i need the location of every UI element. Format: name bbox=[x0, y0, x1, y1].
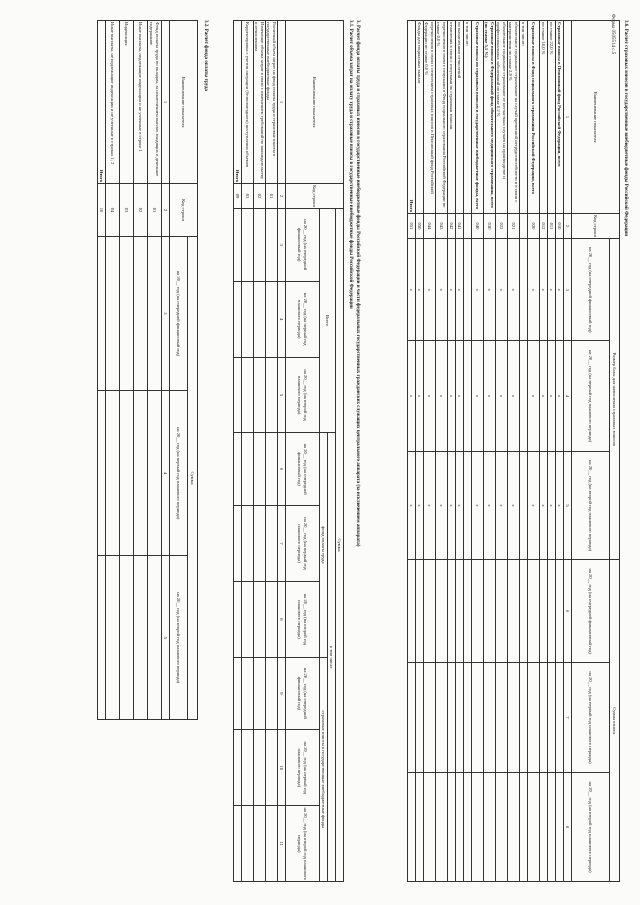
value-cell[interactable]: x bbox=[424, 239, 436, 341]
value-cell[interactable] bbox=[520, 451, 528, 560]
table-row bbox=[528, 21, 540, 882]
value-cell[interactable]: x bbox=[556, 451, 564, 560]
col-number: 6 bbox=[278, 433, 286, 506]
table-row bbox=[266, 21, 278, 882]
row-code: 01 bbox=[266, 184, 278, 209]
col-number: 6 bbox=[564, 560, 572, 662]
table-row bbox=[436, 21, 448, 882]
period-header: на 20__ год (на второй год планового периода) bbox=[170, 556, 188, 720]
row-label: Изменение объема затрат в связи с изменением требований по законодательству и отчислениям bbox=[254, 21, 266, 184]
value-cell[interactable]: x bbox=[424, 341, 436, 451]
value-cell[interactable]: x bbox=[424, 451, 436, 560]
value-cell[interactable]: x bbox=[528, 239, 540, 341]
value-cell[interactable]: x bbox=[416, 341, 424, 451]
period-header: на 20__ год (на первый год планового периода) bbox=[572, 341, 610, 451]
value-cell[interactable] bbox=[456, 773, 464, 882]
row-code: 022 bbox=[496, 214, 508, 239]
row-label: по ставке 22,0 % bbox=[548, 21, 556, 214]
period-header: на 20__ год (на первый год планового периода) bbox=[286, 281, 320, 357]
period-header: на 20__ год (на второй год планового периода) bbox=[286, 806, 320, 882]
value-cell[interactable] bbox=[464, 560, 472, 662]
value-cell[interactable] bbox=[242, 806, 254, 882]
value-cell[interactable] bbox=[548, 560, 556, 662]
table-row bbox=[416, 21, 424, 882]
row-code bbox=[520, 214, 528, 239]
value-cell[interactable] bbox=[254, 209, 266, 282]
value-cell[interactable] bbox=[540, 662, 548, 772]
value-cell[interactable] bbox=[508, 560, 520, 662]
value-cell[interactable] bbox=[242, 505, 254, 581]
value-cell[interactable] bbox=[556, 662, 564, 772]
row-label: отчисления в связи с отпусками по страховым взносам bbox=[448, 21, 456, 214]
row-code: 02 bbox=[254, 184, 266, 209]
value-cell[interactable] bbox=[254, 730, 266, 806]
value-cell[interactable] bbox=[448, 662, 456, 772]
value-cell[interactable] bbox=[254, 582, 266, 657]
row-label: перечисления в связи с отпусками в Фонд социального страхования Российской Федерации по ставке 0,0 % bbox=[436, 21, 448, 214]
table-row bbox=[448, 21, 456, 882]
col-number: 5 bbox=[564, 451, 572, 560]
value-cell[interactable] bbox=[528, 773, 540, 882]
col-number: 7 bbox=[278, 505, 286, 581]
value-cell[interactable]: x bbox=[540, 451, 548, 560]
value-cell[interactable] bbox=[484, 560, 496, 662]
row-label: Фонды для социальных выплат bbox=[416, 21, 424, 214]
table-row bbox=[464, 21, 472, 882]
value-cell[interactable] bbox=[520, 560, 528, 662]
header-sum: Сумма bbox=[336, 209, 344, 882]
value-cell[interactable] bbox=[456, 662, 464, 772]
row-label: обязательное социальное страхование на случай временной нетрудоспособности и в связи с материнством по ставке 2,9 % bbox=[508, 21, 520, 214]
value-cell[interactable] bbox=[436, 560, 448, 662]
value-cell[interactable]: x bbox=[472, 239, 484, 341]
value-cell[interactable] bbox=[134, 237, 148, 391]
value-cell[interactable] bbox=[106, 390, 120, 556]
table-row bbox=[556, 21, 564, 882]
value-cell[interactable] bbox=[242, 281, 254, 357]
table-3-6-body bbox=[416, 21, 564, 882]
period-header: на 20__ год (на очередной финансовый год) bbox=[286, 209, 320, 282]
value-cell[interactable]: x bbox=[472, 341, 484, 451]
value-cell[interactable] bbox=[242, 657, 254, 730]
value-cell[interactable] bbox=[254, 505, 266, 581]
header-code: Код строки bbox=[572, 214, 620, 239]
value-cell[interactable] bbox=[528, 560, 540, 662]
total-code: 10 bbox=[98, 184, 106, 237]
value-cell[interactable] bbox=[242, 582, 254, 657]
col-number: 1 bbox=[278, 21, 286, 184]
table-row bbox=[520, 21, 528, 882]
value-cell[interactable] bbox=[556, 773, 564, 882]
table-3-1-body bbox=[242, 21, 278, 882]
value-cell[interactable]: x bbox=[456, 239, 464, 341]
value-cell[interactable] bbox=[424, 560, 436, 662]
row-label: в том числе: bbox=[520, 21, 528, 214]
value-cell[interactable] bbox=[134, 390, 148, 556]
total-label: Итого bbox=[408, 21, 416, 214]
value-cell[interactable] bbox=[484, 773, 496, 882]
col-number: 1 bbox=[564, 21, 572, 214]
value-cell[interactable] bbox=[148, 390, 162, 556]
table-row bbox=[484, 21, 496, 882]
value-cell[interactable]: x bbox=[496, 451, 508, 560]
value-cell[interactable]: x bbox=[456, 341, 464, 451]
value-cell[interactable] bbox=[106, 237, 120, 391]
value-cell[interactable] bbox=[456, 560, 464, 662]
col-number: 11 bbox=[278, 806, 286, 882]
table-row bbox=[134, 21, 148, 720]
value-cell[interactable] bbox=[464, 662, 472, 772]
value-cell[interactable]: x bbox=[484, 341, 496, 451]
period-header: на 20__ год (на второй год планового периода) bbox=[286, 582, 320, 657]
row-code: 050 bbox=[416, 214, 424, 239]
row-code: 03 bbox=[120, 184, 134, 237]
value-cell[interactable]: x bbox=[540, 341, 548, 451]
value-cell[interactable] bbox=[266, 281, 278, 357]
header-name: Наименование показателя bbox=[572, 21, 620, 214]
value-cell[interactable]: x bbox=[528, 451, 540, 560]
row-code: 043 bbox=[436, 214, 448, 239]
value-cell[interactable]: x bbox=[416, 239, 424, 341]
row-label: Расчетный объем затрат на фонд оплаты труда и страховые взносы в государственные внебюджетные фонды bbox=[266, 21, 278, 184]
row-code: 030 bbox=[484, 214, 496, 239]
header-code: Код строки bbox=[170, 184, 198, 237]
row-label: Страховые взносы в Пенсионный фонд Российской Федерации, всего bbox=[556, 21, 564, 214]
value-cell[interactable] bbox=[148, 556, 162, 720]
value-cell[interactable] bbox=[266, 433, 278, 506]
table-row bbox=[148, 21, 162, 720]
form-code: Форма 0505514 с.5 bbox=[610, 14, 615, 55]
value-cell[interactable]: x bbox=[484, 239, 496, 341]
period-header: на 20__ год (на очередной финансовый год) bbox=[286, 657, 320, 730]
col-number: 9 bbox=[278, 657, 286, 730]
row-label: Иные выплаты, подлежащие индексации и не учтенные в строке 1 bbox=[134, 21, 148, 184]
row-code: 02 bbox=[134, 184, 148, 237]
value-cell[interactable] bbox=[242, 433, 254, 506]
table-row bbox=[472, 21, 484, 882]
value-cell[interactable] bbox=[424, 662, 436, 772]
value-cell[interactable]: x bbox=[436, 341, 448, 451]
value-cell[interactable]: x bbox=[496, 239, 508, 341]
value-cell[interactable]: x bbox=[416, 451, 424, 560]
value-cell[interactable] bbox=[548, 773, 556, 882]
value-cell[interactable]: x bbox=[436, 239, 448, 341]
table-row bbox=[456, 21, 464, 882]
table-row bbox=[540, 21, 548, 882]
value-cell[interactable] bbox=[266, 582, 278, 657]
header-code: Код строки bbox=[286, 184, 344, 209]
value-cell[interactable] bbox=[540, 773, 548, 882]
value-cell[interactable] bbox=[540, 560, 548, 662]
value-cell[interactable] bbox=[436, 662, 448, 772]
col-number: 5 bbox=[278, 357, 286, 432]
table-row bbox=[120, 21, 134, 720]
header-base: Размер базы для начисления страховых взносов bbox=[610, 239, 620, 560]
value-cell[interactable] bbox=[448, 773, 456, 882]
col-number: 2 bbox=[564, 214, 572, 239]
col-number: 8 bbox=[278, 582, 286, 657]
value-cell[interactable] bbox=[106, 556, 120, 720]
value-cell[interactable] bbox=[416, 560, 424, 662]
value-cell[interactable] bbox=[134, 556, 148, 720]
col-number: 2 bbox=[278, 184, 286, 209]
value-cell[interactable] bbox=[120, 390, 134, 556]
col-number: 5 bbox=[162, 556, 170, 720]
col-number: 10 bbox=[278, 730, 286, 806]
value-cell[interactable] bbox=[266, 806, 278, 882]
row-code: 042 bbox=[448, 214, 456, 239]
row-code: 020 bbox=[528, 214, 540, 239]
value-cell[interactable]: x bbox=[556, 341, 564, 451]
value-cell[interactable] bbox=[556, 560, 564, 662]
row-label: перечисления в связи с отнесением страховых взносов в Пенсионный фонд Российской Федерации по ставке 0,0 % bbox=[424, 21, 436, 214]
row-label: Страховые взносы в Федеральный фонд обязательного медицинского страхования, всего (по ставке 5,1 %) bbox=[484, 21, 496, 214]
table-3-2 bbox=[97, 20, 198, 720]
value-cell[interactable] bbox=[508, 662, 520, 772]
row-code: 010 bbox=[556, 214, 564, 239]
value-cell[interactable] bbox=[496, 560, 508, 662]
row-label: Фонд оплаты труда по окладам, за исключением выплат, входящих в денежное содержание bbox=[148, 21, 162, 184]
value-cell[interactable]: x bbox=[436, 451, 448, 560]
value-cell[interactable]: x bbox=[496, 341, 508, 451]
value-cell[interactable]: x bbox=[548, 239, 556, 341]
value-cell[interactable] bbox=[254, 433, 266, 506]
value-cell[interactable] bbox=[120, 556, 134, 720]
value-cell[interactable] bbox=[254, 281, 266, 357]
period-header: на 20__ год (на второй год планового периода) bbox=[572, 451, 610, 560]
period-header: на 20__ год (на первый год планового периода) bbox=[286, 730, 320, 806]
period-header: на 20__ год (на первый год планового периода) bbox=[286, 505, 320, 581]
value-cell[interactable]: x bbox=[548, 451, 556, 560]
row-code: 01 bbox=[148, 184, 162, 237]
row-code bbox=[464, 214, 472, 239]
row-code: 021 bbox=[508, 214, 520, 239]
header-total: Всего bbox=[320, 209, 336, 433]
value-cell[interactable] bbox=[242, 730, 254, 806]
period-header: на 20__ год (на второй год планового периода) bbox=[572, 773, 610, 882]
value-cell[interactable]: x bbox=[448, 341, 456, 451]
section-3-title: 3. Расчет фонда оплаты труда и страховых взносов в государственные внебюджетные фонды Российской Федерации и части федеральных государственных гражданских служащих центрального аппарата (за исключением аппарата) bbox=[355, 20, 360, 547]
header-fot: фонд оплаты труда bbox=[320, 433, 328, 657]
row-code: 04 bbox=[106, 184, 120, 237]
header-ins: страховые взносы в государственные внебюджетные фонды bbox=[320, 657, 328, 881]
table-3-6: Наименование показателя Код строки Размер базы для начисления страховых взносов Сумма взноса на 20__ год (на очередной финансовый год) на 20__ год (на первый год планового периода) на 20__ год (на второй год планового периода) на 20__ год (на очередной финансовый год) на 20__ год (на первый год планового периода) на 20__ год (на второй год планового периода) 1 2 3 4 5 6 7 8 Страховые взносы в Пенсионный фонд Российской Федерации, всего 010 x x x по ставке 22,0 % 011 x x x по ставке 10,0 % 012 x x x Страховые взносы в Фонд социального страхования Российской Федерации, всего 020 x x x в том числе: обязательное социальное страхование на случай временной нетрудоспособности и в связи с материнством по ставке 2,9 % 021 x x x обязательное социальное страхование от несчастных случаев на производстве и профессиональных заболеваний по ставке 0,2 % 022 x x x Страховые взносы в Федеральный фонд обязательного медицинского страхования, всего (по ставке 5,1 %) 030 x x x Страховые взносы по страховым взносам в государственные внебюджетные фонды, всего 040 x x x в том числе: по вычислениям отчислений 041 x x x отчисления в связи с отпусками по страховым взносам 042 x x x перечисления в связи с отпусками в Фонд социального страхования Российской Федерации по ставке 0,0 % 043 x x x перечисления в связи с отнесением страховых взносов в Пенсионный фонд Российской Федерации по ставке 0,0 % 044 x x x Фонды для социальных выплат 050 x x x Итого 051 x x x bbox=[407, 20, 620, 882]
value-cell[interactable]: x bbox=[508, 341, 520, 451]
period-header: на 20__ год (на очередной финансовый год) bbox=[170, 237, 188, 391]
header-sum: Сумма взноса bbox=[610, 560, 620, 882]
col-number: 4 bbox=[162, 390, 170, 556]
table-row bbox=[496, 21, 508, 882]
row-code: 044 bbox=[424, 214, 436, 239]
row-code: 03 bbox=[242, 184, 254, 209]
section-3-2-title: 3.2. Расчет фонда оплаты труда bbox=[203, 20, 208, 91]
value-cell[interactable] bbox=[266, 657, 278, 730]
total-label: Итого bbox=[98, 21, 106, 184]
section-3-1-title: 3.1. Расчет объема затрат на оплату труда и страховые взносы в государственные внебюджетные фонды Российской Федерации bbox=[348, 20, 353, 309]
value-cell[interactable]: x bbox=[508, 451, 520, 560]
value-cell[interactable] bbox=[436, 773, 448, 882]
value-cell[interactable] bbox=[520, 773, 528, 882]
value-cell[interactable] bbox=[266, 209, 278, 282]
period-header: на 20__ год (на очередной финансовый год) bbox=[572, 239, 610, 341]
value-cell[interactable]: x bbox=[472, 451, 484, 560]
header-name: Наименование показателя bbox=[286, 21, 344, 184]
period-header: на 20__ год (на очередной финансовый год) bbox=[572, 560, 610, 662]
table-3-1 bbox=[233, 20, 344, 882]
value-cell[interactable] bbox=[508, 773, 520, 882]
value-cell[interactable]: x bbox=[448, 239, 456, 341]
value-cell[interactable] bbox=[520, 662, 528, 772]
value-cell[interactable]: x bbox=[548, 341, 556, 451]
row-code: 011 bbox=[548, 214, 556, 239]
value-cell[interactable] bbox=[266, 357, 278, 432]
row-label: обязательное социальное страхование от несчастных случаев на производстве и профессиональных заболеваний по ставке 0,2 % bbox=[496, 21, 508, 214]
row-code: 012 bbox=[540, 214, 548, 239]
table-row bbox=[508, 21, 520, 882]
col-number: 8 bbox=[564, 773, 572, 882]
value-cell[interactable] bbox=[520, 341, 528, 451]
table-row bbox=[242, 21, 254, 882]
total-code: 051 bbox=[408, 214, 416, 239]
rotated-page bbox=[8, 10, 632, 895]
value-cell[interactable] bbox=[464, 451, 472, 560]
row-label: Страховые взносы по страховым взносам в государственные внебюджетные фонды, всего bbox=[472, 21, 484, 214]
section-3-6-title: 3.6. Расчет страховых взносов в государственные внебюджетные фонды Российской Федерации bbox=[623, 20, 628, 237]
row-label: Индексация bbox=[120, 21, 134, 184]
value-cell[interactable] bbox=[254, 657, 266, 730]
period-header: на 20__ год (на второй год планового периода) bbox=[286, 357, 320, 432]
value-cell[interactable] bbox=[242, 357, 254, 432]
value-cell[interactable] bbox=[484, 662, 496, 772]
table-row bbox=[106, 21, 120, 720]
value-cell[interactable]: x bbox=[484, 451, 496, 560]
value-cell[interactable]: x bbox=[456, 451, 464, 560]
row-label: по вычислениям отчислений bbox=[456, 21, 464, 214]
row-label: Страховые взносы в Фонд социального страхования Российской Федерации, всего bbox=[528, 21, 540, 214]
value-cell[interactable] bbox=[528, 662, 540, 772]
col-number: 1 bbox=[162, 21, 170, 184]
value-cell[interactable]: x bbox=[508, 239, 520, 341]
row-label: в том числе: bbox=[464, 21, 472, 214]
value-cell[interactable] bbox=[496, 662, 508, 772]
header-sum: Сумма bbox=[188, 237, 198, 720]
value-cell[interactable] bbox=[266, 505, 278, 581]
col-number: 7 bbox=[564, 662, 572, 772]
col-number: 3 bbox=[278, 209, 286, 282]
period-header: на 20__ год (на первый год планового периода) bbox=[572, 662, 610, 772]
row-code: 041 bbox=[456, 214, 464, 239]
value-cell[interactable] bbox=[424, 773, 436, 882]
col-number: 2 bbox=[162, 184, 170, 237]
header-name: Наименование показателя bbox=[170, 21, 198, 184]
value-cell[interactable] bbox=[120, 237, 134, 391]
value-cell[interactable] bbox=[416, 773, 424, 882]
value-cell[interactable] bbox=[548, 662, 556, 772]
value-cell[interactable]: x bbox=[528, 341, 540, 451]
value-cell[interactable]: x bbox=[448, 451, 456, 560]
header-in-that: в том числе bbox=[328, 433, 336, 882]
value-cell[interactable] bbox=[464, 239, 472, 341]
value-cell[interactable] bbox=[472, 560, 484, 662]
row-code: 040 bbox=[472, 214, 484, 239]
table-row bbox=[548, 21, 556, 882]
col-number: 4 bbox=[278, 281, 286, 357]
value-cell[interactable] bbox=[254, 806, 266, 882]
value-cell[interactable] bbox=[464, 341, 472, 451]
row-label: Корректировка с учетом операции (безвозмездного) поступления объемов bbox=[242, 21, 254, 184]
col-number: 4 bbox=[564, 341, 572, 451]
row-label: по ставке 10,0 % bbox=[540, 21, 548, 214]
value-cell[interactable]: x bbox=[540, 239, 548, 341]
table-3-2-body bbox=[106, 21, 162, 720]
total-code: 09 bbox=[234, 184, 242, 209]
col-number: 3 bbox=[564, 239, 572, 341]
value-cell[interactable]: x bbox=[556, 239, 564, 341]
value-cell[interactable] bbox=[266, 730, 278, 806]
value-cell[interactable] bbox=[472, 773, 484, 882]
value-cell[interactable] bbox=[448, 560, 456, 662]
row-label: Иные выплаты, не подлежащие индексации и не учтенные в строках 1, 2 bbox=[106, 21, 120, 184]
value-cell[interactable] bbox=[464, 773, 472, 882]
total-label: Итого bbox=[234, 21, 242, 184]
value-cell[interactable] bbox=[416, 662, 424, 772]
value-cell[interactable] bbox=[496, 773, 508, 882]
value-cell[interactable] bbox=[148, 237, 162, 391]
period-header: на 20__ год (на первый год планового периода) bbox=[170, 390, 188, 556]
value-cell[interactable] bbox=[254, 357, 266, 432]
table-row bbox=[254, 21, 266, 882]
table-row bbox=[424, 21, 436, 882]
value-cell[interactable] bbox=[472, 662, 484, 772]
col-number: 3 bbox=[162, 237, 170, 391]
value-cell[interactable] bbox=[520, 239, 528, 341]
period-header: на 20__ год (на очередной финансовый год) bbox=[286, 433, 320, 506]
value-cell[interactable] bbox=[242, 209, 254, 282]
